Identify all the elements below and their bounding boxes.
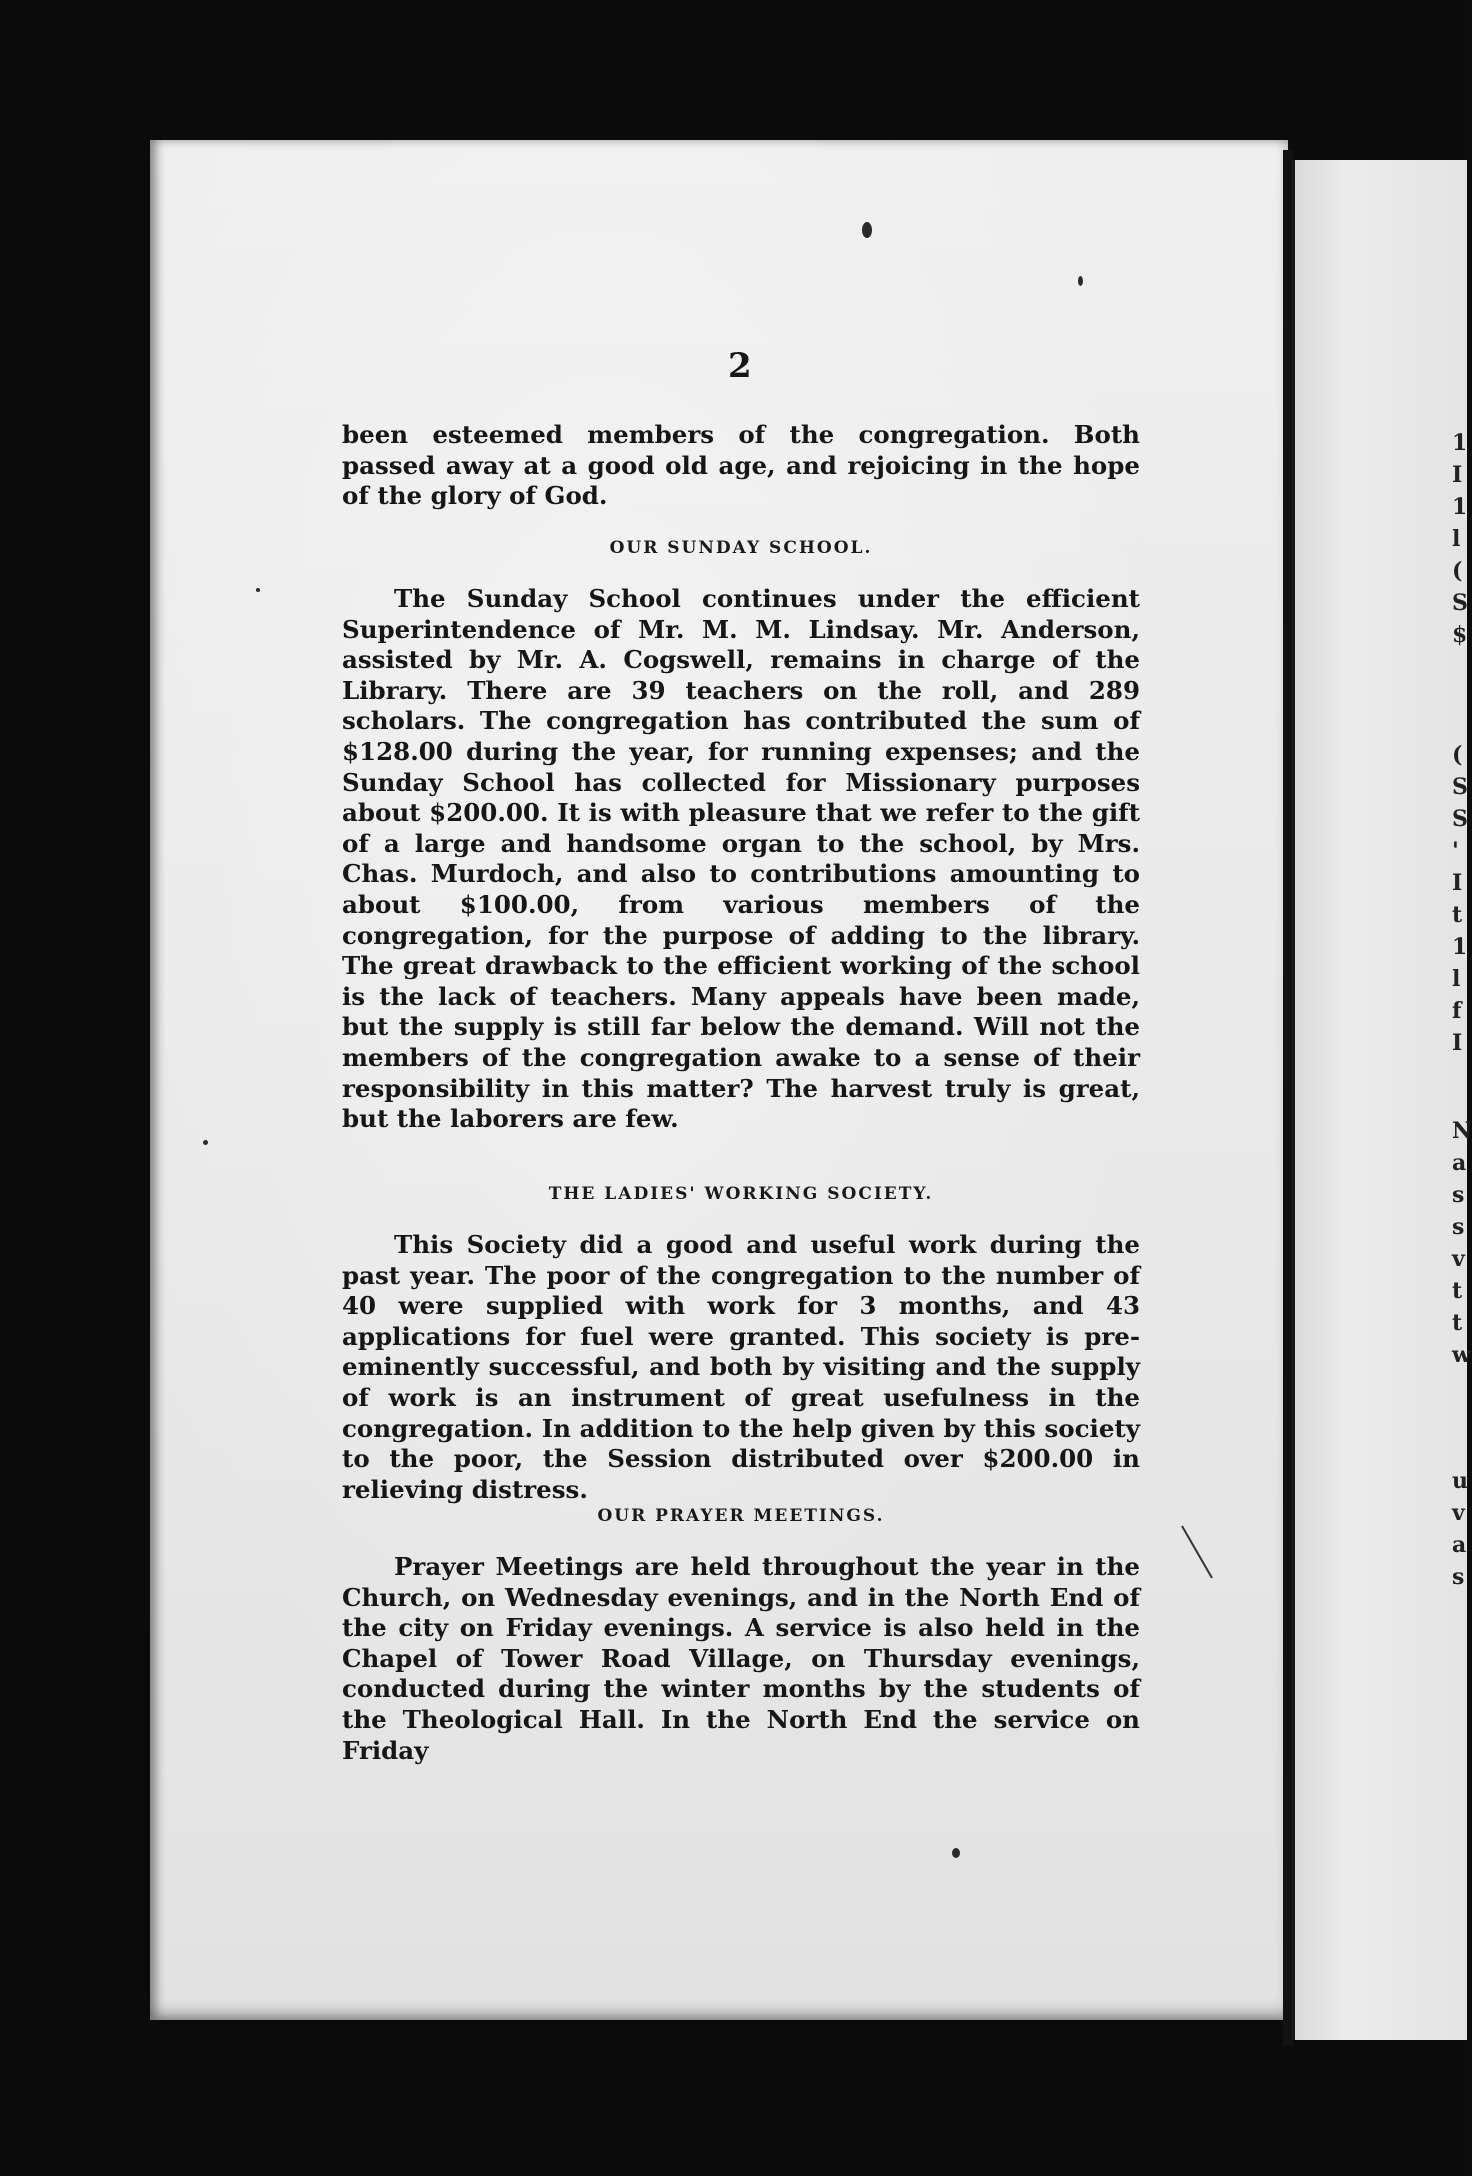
adjacent-page-letter: t xyxy=(1452,902,1463,928)
adjacent-page-letter: a xyxy=(1452,1532,1467,1558)
adjacent-page-letter: f xyxy=(1452,998,1462,1024)
adjacent-page-letter: l xyxy=(1452,966,1461,992)
section-body-prayer-meetings-block xyxy=(342,1552,1140,1766)
adjacent-page-letter: u xyxy=(1452,1468,1468,1494)
adjacent-page-letter: I xyxy=(1452,1030,1463,1056)
page-number: 2 xyxy=(728,346,752,386)
adjacent-page-letter: v xyxy=(1452,1500,1465,1526)
adjacent-page-letter: s xyxy=(1452,1214,1465,1240)
section-body-ladies-working-society: This Society did a good and useful work during the past year. The poor of the congregation to the number of 40 were supplied with work for 3 months, and 43 applications for fuel were granted. This society is pre-eminently successful, and both by visiting and the supply of work is an instrument of great usefulness in the congregation. In addition to the help given by this society to the poor, the Session distributed over $200.00 in relieving distress. xyxy=(342,1230,1140,1504)
opening-paragraph: been esteemed members of the congregation. Both passed away at a good old age, and rejoicing in the hope of the glory of God. xyxy=(342,420,1140,511)
section-body-prayer-meetings: Prayer Meetings are held throughout the year in the Church, on Wednesday evenings, and in the North End of the city on Friday evenings. A service is also held in the Chapel of Tower Road Village, on Thursday evenings, conducted during the winter months by the students of the Theological Hall. In the North End the service on Friday xyxy=(342,1552,1140,1765)
adjacent-page-letter: I xyxy=(1452,870,1463,896)
adjacent-page-letter: t xyxy=(1452,1310,1463,1336)
ink-speck xyxy=(256,588,260,592)
adjacent-page-letter: S xyxy=(1452,774,1468,800)
adjacent-page-letter: S xyxy=(1452,806,1468,832)
adjacent-page-letter: 1 xyxy=(1452,934,1468,960)
section-body-sunday-school-block xyxy=(342,584,1140,1135)
adjacent-page-edge xyxy=(1292,160,1467,2040)
section-heading-prayer-meetings: OUR PRAYER MEETINGS. xyxy=(597,1506,885,1526)
adjacent-page-letter: 1 xyxy=(1452,430,1468,456)
section-heading-sunday-school: OUR SUNDAY SCHOOL. xyxy=(609,538,873,558)
adjacent-page-letter: s xyxy=(1452,1564,1465,1590)
ink-speck xyxy=(1078,276,1083,286)
adjacent-page-letter: s xyxy=(1452,1182,1465,1208)
adjacent-page-letter: ( xyxy=(1452,742,1463,768)
ink-speck xyxy=(862,222,872,238)
section-body-ladies-working-society-block xyxy=(342,1230,1140,1505)
section-heading-ladies-working-society: THE LADIES' WORKING SOCIETY. xyxy=(548,1184,934,1204)
adjacent-page-letter: ' xyxy=(1452,838,1459,864)
adjacent-page-letter: l xyxy=(1452,526,1461,552)
adjacent-page-letter: v xyxy=(1452,1246,1465,1272)
adjacent-page-letter: S xyxy=(1452,590,1468,616)
adjacent-page-letter: a xyxy=(1452,1150,1467,1176)
adjacent-page-letter: N xyxy=(1452,1118,1472,1144)
ink-speck xyxy=(952,1848,960,1858)
adjacent-page-letter: ( xyxy=(1452,558,1463,584)
adjacent-page-letter: I xyxy=(1452,462,1463,488)
opening-paragraph-block xyxy=(342,420,1140,512)
adjacent-page-letter: 1 xyxy=(1452,494,1468,520)
adjacent-page-letter: t xyxy=(1452,1278,1463,1304)
section-body-sunday-school: The Sunday School continues under the efficient Superintendence of Mr. M. M. Lindsay. Mr. Anderson, assisted by Mr. A. Cogswell, remains in charge of the Library. There are 39 teachers on the roll, and 289 scholars. The congregation has contributed the sum of $128.00 during the year, for running expenses; and the Sunday School has collected for Missionary purposes about $200.00. It is with pleasure that we refer to the gift of a large and handsome organ to the school, by Mrs. Chas. Murdoch, and also to contributions amounting to about $100.00, from various members of the congregation, for the purpose of adding to the library. The great drawback to the efficient working of the school is the lack of teachers. Many appeals have been made, but the supply is still far below the demand. Will not the members of the congregation awake to a sense of their responsibility in this matter? The harvest truly is great, but the laborers are few. xyxy=(342,584,1140,1134)
adjacent-page-letter: $ xyxy=(1452,622,1468,648)
adjacent-page-letter: w xyxy=(1452,1342,1471,1368)
ink-speck xyxy=(203,1140,208,1145)
